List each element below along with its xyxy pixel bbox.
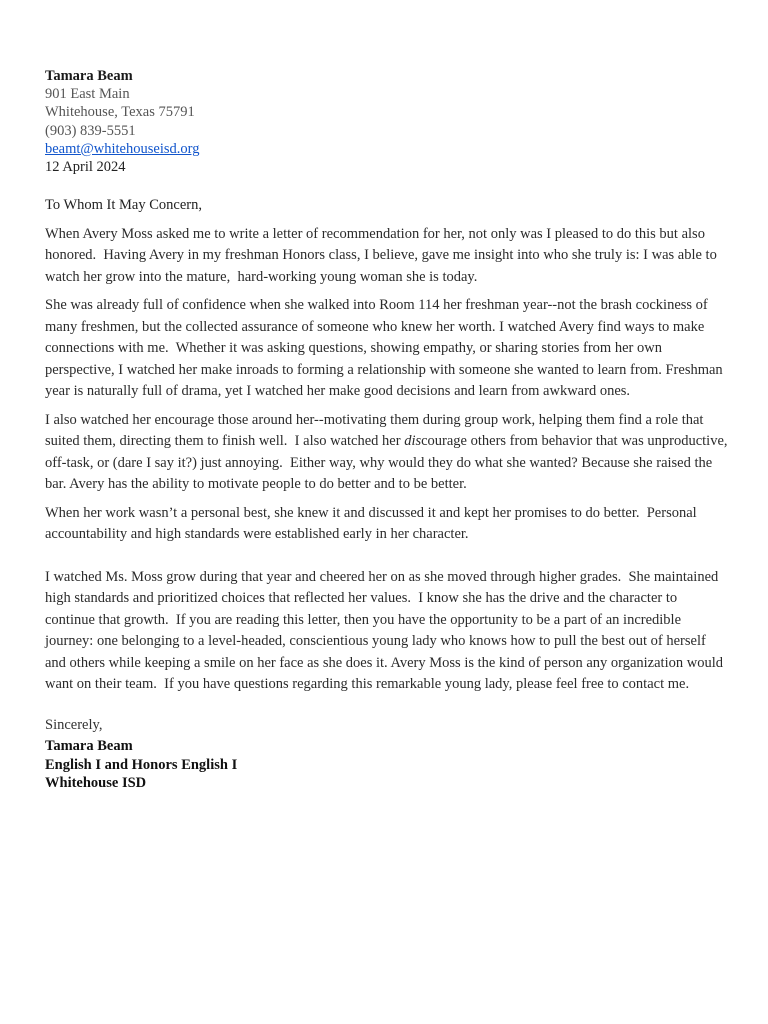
closing: Sincerely, — [45, 716, 103, 733]
sender-address-line2: Whitehouse, Texas 75791 — [45, 104, 195, 121]
letter-date: 12 April 2024 — [45, 159, 126, 176]
salutation: To Whom It May Concern, — [45, 197, 202, 214]
sender-block — [45, 67, 730, 176]
body-paragraph-3 — [45, 410, 730, 496]
body-paragraph-5: I watched Ms. Moss grow during that year and cheered her on as she moved through higher grades. She maintained high standards and prioritized choices that reflected her values. I know she has the drive and the character to continue that growth. If you are reading this letter, then you have the opportunity to be a part of an incredible journey: one belonging to a level-headed, conscientious young lady who knows how to pull the best out of herself and others while keeping a smile on her face as she does it. Avery Moss is the kind of person any organization would want on their team. If you have questions regarding this remarkable young lady, please feel free to contact me. — [45, 568, 727, 693]
paragraph-3-text-after: courage others from behavior that was unproductive, off-task, or (dare I say it?) just annoying. Either way, why would they do what she wanted? Because she raised the bar. Avery has the ability to motivate people to do better and to be better. — [45, 433, 732, 493]
signature-title: English I and Honors English I — [45, 756, 238, 773]
paragraph-3-text-before: I also watched her encourage those around her--motivating them during group work, helping them find a role that suited them, directing them to finish well. I also watched her — [45, 411, 708, 450]
sender-address-line1: 901 East Main — [45, 86, 130, 103]
body-paragraph-1: When Avery Moss asked me to write a letter of recommendation for her, not only was I pleased to do this but also honored. Having Avery in my freshman Honors class, I believe, gave me insight into who she truly is: I was able to watch her grow into the mature, hard-working young woman she is today. — [45, 225, 721, 285]
paragraph-3-italic-emphasis: dis — [404, 433, 422, 450]
signature-name: Tamara Beam — [45, 738, 133, 755]
sender-email-link[interactable]: beamt@whitehouseisd.org — [45, 140, 200, 157]
signature-block — [45, 737, 730, 793]
body-paragraph-2: She was already full of confidence when she walked into Room 114 her freshman year--not the brash cockiness of many freshmen, but the collected assurance of someone who knew her worth. I watched Avery find ways to make connections with me. Whether it was asking questions, showing empathy, or sharing stories from her own perspective, I watched her make inroads to forming a relationship with someone she wanted to learn from. Freshman year is naturally full of drama, yet I watched her make good decisions and learn from awkward ones. — [45, 297, 727, 400]
body-paragraph-4: When her work wasn’t a personal best, she knew it and discussed it and kept her promises to do better. Personal accountability and high standards were established early in her character. — [45, 504, 701, 543]
signature-organization: Whitehouse ISD — [45, 775, 147, 792]
letter-page — [45, 67, 730, 793]
sender-name: Tamara Beam — [45, 68, 133, 84]
sender-phone: (903) 839-5551 — [45, 122, 136, 139]
